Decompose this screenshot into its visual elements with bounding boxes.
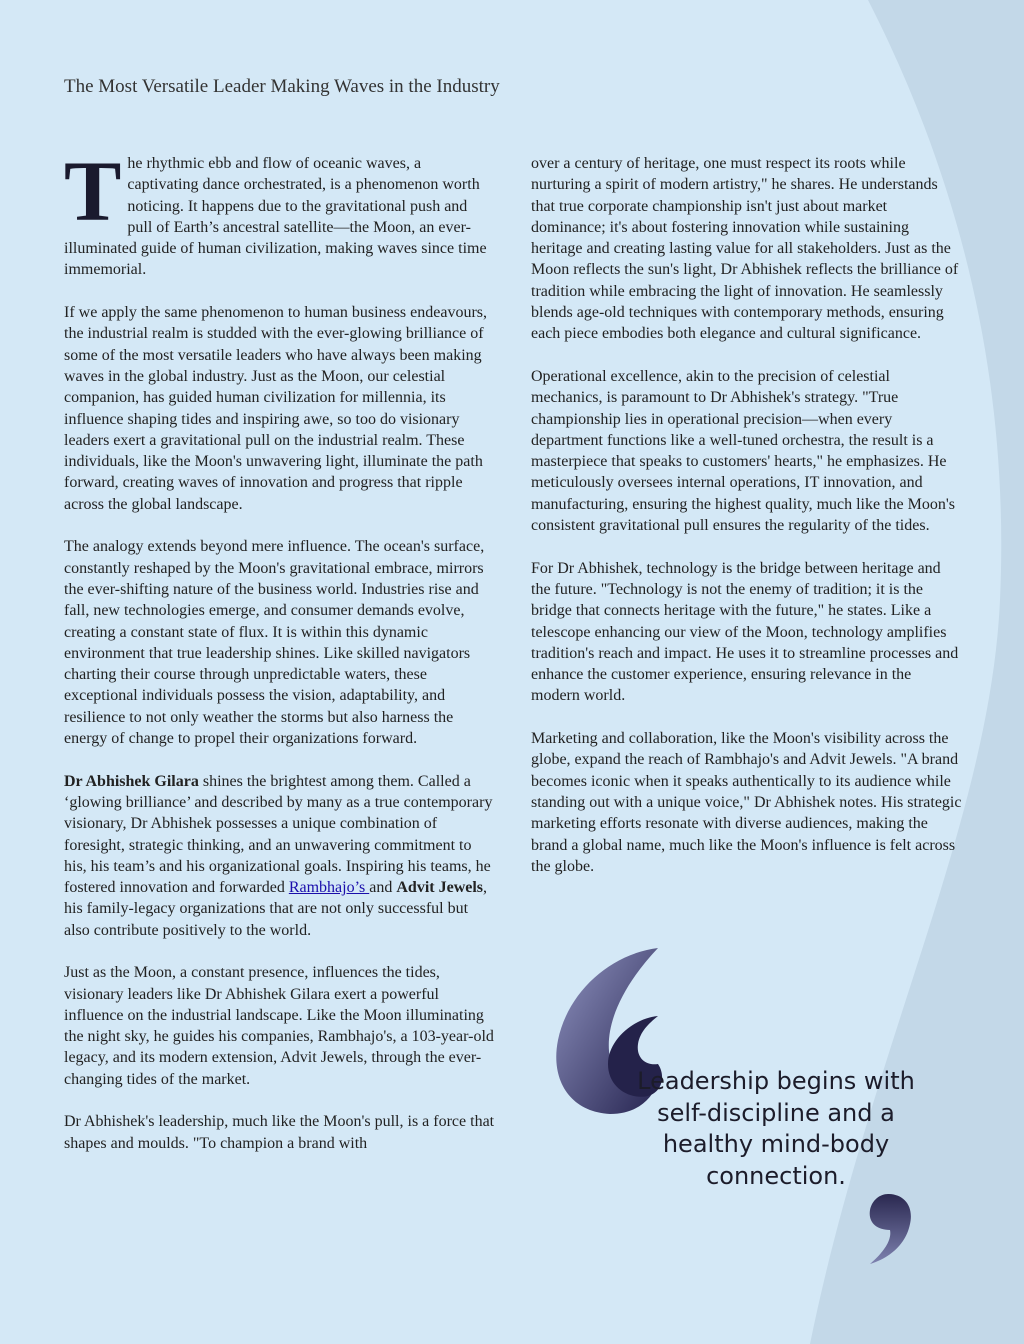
- article-paragraph-3: The analogy extends beyond mere influence. The ocean's surface, constantly reshaped by the Moon's gravitational embrace, mirrors the ever-shifting nature of the business world. Industries rise and fall, new technologies emerge, and consumer demands evolve, creating a constant state of flux. It is within this dynamic environment that true leadership shines. Like skilled navigators charting their course through unpredictable waters, these exceptional individuals possess the vision, adaptability, and resilience to not only weather the storms but also harness the energy of change to propel their organizations forward.: [64, 538, 485, 748]
- paragraph-text: , his family-legacy organizations that are not only successful but also contribute positively to the world.: [64, 879, 488, 939]
- rambhajos-link[interactable]: Rambhajo’s: [288, 879, 370, 897]
- article-paragraph-4: [64, 771, 496, 941]
- brand-name: Advit Jewels: [396, 879, 484, 897]
- article-paragraph-9: For Dr Abhishek, technology is the bridge between heritage and the future. "Technology is not the enemy of tradition; it is the bridge that connects heritage with the future," he states. Like a telescope enhancing our view of the Moon, technology amplifies tradition's reach and impact. He uses it to streamline processes and enhance the customer experience, ensuring relevance in the modern world.: [531, 559, 959, 705]
- page-header-title: The Most Versatile Leader Making Waves in the Industry: [64, 76, 500, 97]
- article-paragraph-6: Dr Abhishek's leadership, much like the Moon's pull, is a force that shapes and moulds. "To champion a brand with: [64, 1113, 495, 1152]
- pull-quote-text: Leadership begins with self-discipline and a healthy mind-body connection.: [637, 1067, 915, 1190]
- article-column-right: [531, 153, 963, 898]
- article-column-left: [64, 143, 496, 1175]
- article-paragraph-2: If we apply the same phenomenon to human business endeavours, the industrial realm is studded with the ever-glowing brilliance of some of the most versatile leaders who have always been making waves in the global industry. Just as the Moon, our celestial companion, has guided human civilization for millennia, its influence shaping tides and inspiring awe, so too do visionary leaders exert a gravitational pull on the industrial realm. These individuals, like the Moon's unwavering light, illuminate the path forward, creating waves of innovation and progress that ripple across the global landscape.: [64, 304, 488, 513]
- paragraph-text: and: [369, 879, 397, 897]
- drop-cap-letter: T: [64, 143, 122, 239]
- article-paragraph-5: Just as the Moon, a constant presence, influences the tides, visionary leaders like Dr Abhishek Gilara exert a powerful influence on the industrial landscape. Like the Moon illuminating the night sky, he guides his companies, Rambhajo's, a 103-year-old legacy, and its modern extension, Advit Jewels, through the ever-changing tides of the market.: [64, 964, 494, 1088]
- article-paragraph-8: Operational excellence, akin to the precision of celestial mechanics, is paramount to Dr Abhishek's strategy. "True championship lies in operational precision—when every department functions like a well-tuned orchestra, the result is a masterpiece that speaks to customers' hearts," he emphasizes. He meticulously oversees internal operations, IT innovation, and manufacturing, ensuring the highest quality, much like the Moon's consistent gravitational pull ensures the regularity of the tides.: [531, 367, 955, 535]
- paragraph-text: he rhythmic ebb and flow of oceanic waves, a captivating dance orchestrated, is a phenomenon worth noticing. It happens due to the gravitational push and pull of Earth’s ancestral satellite—the Moon, an ever-illuminated guide of human civilization, making waves since time immemorial.: [64, 155, 487, 279]
- article-paragraph-10: Marketing and collaboration, like the Moon's visibility across the globe, expand the reach of Rambhajo's and Advit Jewels. "A brand becomes iconic when it speaks authentically to its audience while standing out with a unique voice," Dr Abhishek notes. His strategic marketing efforts resonate with diverse audiences, making the brand a global name, much like the Moon's influence is felt across the globe.: [531, 730, 962, 875]
- close-quote-icon: [860, 1190, 920, 1270]
- pull-quote: [540, 940, 980, 1280]
- article-paragraph-1: [64, 143, 496, 281]
- paragraph-text: shines the brightest among them. Called a ‘glowing brilliance’ and described by many as a true contemporary visionary, Dr Abhishek possesses a unique combination of foresight, strategic thinking, and an unwavering commitment to his, his team’s and his organizational goals. Inspiring his teams, he fostered innovation and forwarded: [64, 772, 493, 897]
- article-paragraph-7: over a century of heritage, one must respect its roots while nurturing a spirit of modern artistry," he shares. He understands that true corporate championship isn't just about market dominance; it's about fostering innovation while sustaining heritage and creating lasting value for all stakeholders. Just as the Moon reflects the sun's light, Dr Abhishek reflects the brilliance of tradition while embracing the light of innovation. He seamlessly blends age-old techniques with contemporary methods, ensuring each piece embodies both elegance and cultural significance.: [531, 155, 959, 343]
- leader-name: Dr Abhishek Gilara: [64, 772, 199, 790]
